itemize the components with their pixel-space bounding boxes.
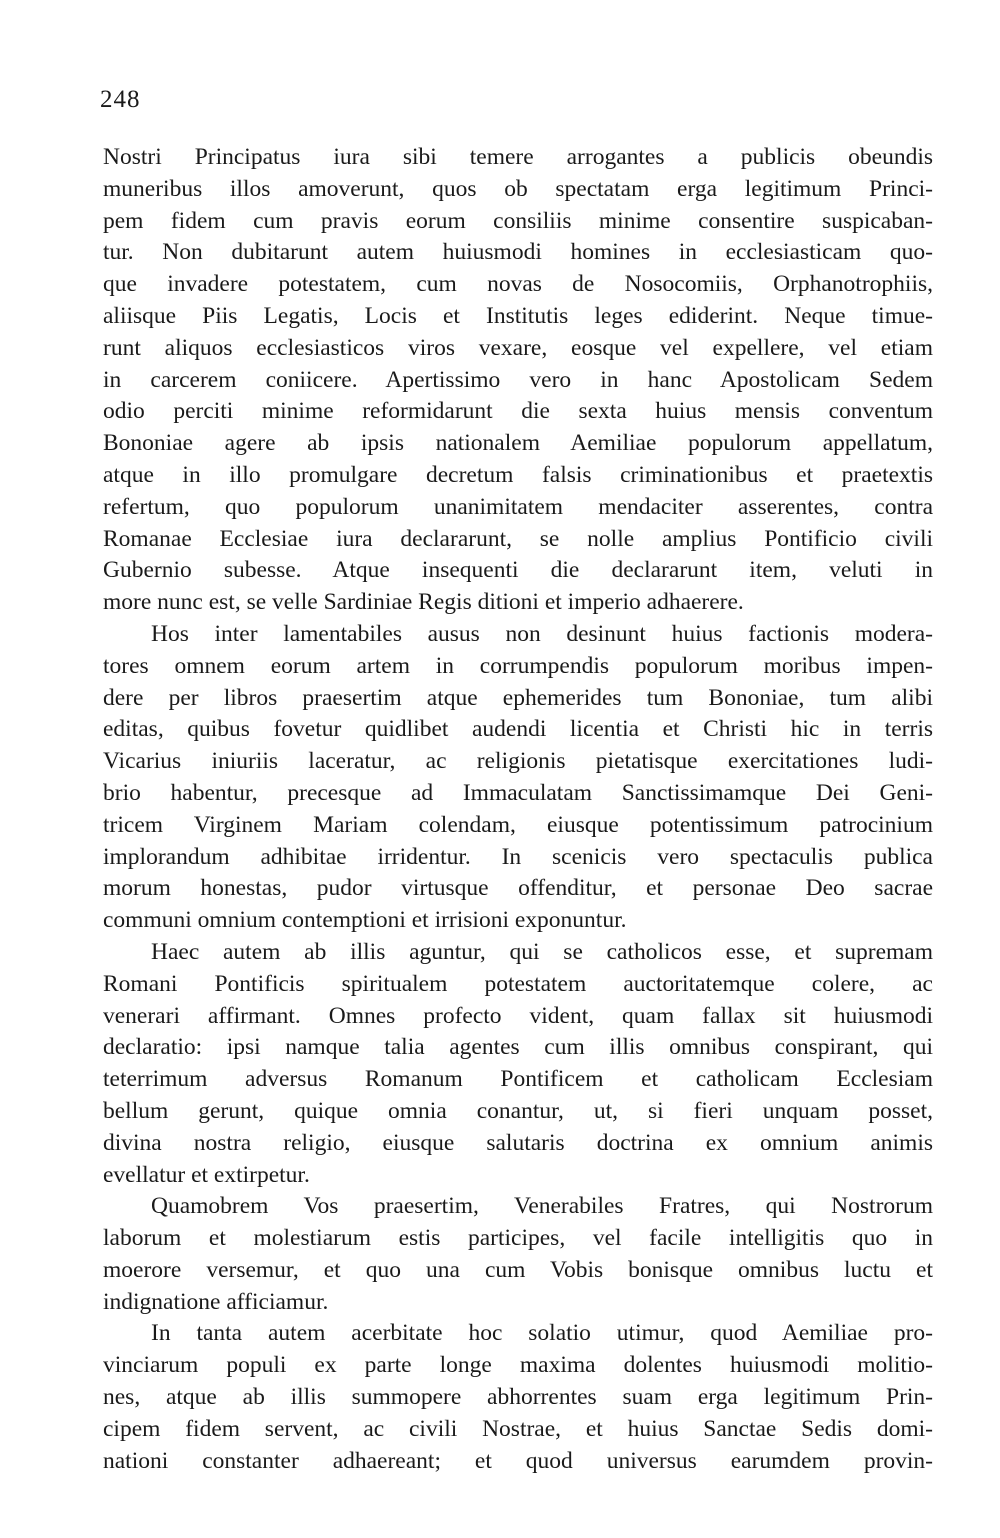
text-line: divina nostra religio, eiusque salutaris doctrina ex omnium animis <box>103 1129 933 1156</box>
text-line: bellum gerunt, quique omnia conantur, ut, si fieri unquam posset, <box>103 1097 933 1124</box>
text-line: tur. Non dubitarunt autem huiusmodi homines in ecclesiasticam quo- <box>103 239 933 266</box>
text-line: evellatur et extirpetur. <box>103 1161 310 1188</box>
text-line: Nostri Principatus iura sibi temere arrogantes a publicis obeundis <box>103 144 933 170</box>
text-line: muneribus illos amoverunt, quos ob spectatam erga legitimum Princi- <box>103 175 933 202</box>
text-line: runt aliquos ecclesiasticos viros vexare, eosque vel expellere, vel etiam <box>103 334 933 361</box>
text-line: moerore versemur, et quo una cum Vobis bonisque omnibus luctu et <box>103 1256 933 1283</box>
text-line: aliisque Piis Legatis, Locis et Institutis leges ediderint. Neque timue- <box>103 302 933 329</box>
text-line: Quamobrem Vos praesertim, Venerabiles Fratres, qui Nostrorum <box>151 1193 933 1220</box>
text-line: declaratio: ipsi namque talia agentes cum illis omnibus conspirant, qui <box>103 1034 933 1061</box>
text-line: Hos inter lamentabiles ausus non desinunt huius factionis modera- <box>151 620 933 647</box>
text-line: Romani Pontificis spiritualem potestatem auctoritatemque colere, ac <box>103 970 933 997</box>
text-line: Romanae Ecclesiae iura declararunt, se nolle amplius Pontificio civili <box>103 525 933 552</box>
text-line: tores omnem eorum artem in corrumpendis populorum moribus impen- <box>103 652 933 679</box>
paragraph <box>103 619 933 937</box>
text-line: dere per libros praesertim atque ephemerides tum Bononiae, tum alibi <box>103 684 933 711</box>
text-line: atque in illo promulgare decretum falsis criminationibus et praetextis <box>103 461 933 488</box>
text-line: more nunc est, se velle Sardiniae Regis ditioni et imperio adhaerere. <box>103 589 744 616</box>
text-line: que invadere potestatem, cum novas de Nosocomiis, Orphanotrophiis, <box>103 271 933 298</box>
paragraph <box>103 1191 933 1318</box>
text-line: Vicarius iniuriis laceratur, ac religionis pietatisque exercitationes ludi- <box>103 748 933 775</box>
paragraph <box>103 937 933 1191</box>
text-line: editas, quibus fovetur quidlibet audendi licentia et Christi hic in terris <box>103 716 933 743</box>
text-line: teterrimum adversus Romanum Pontificem et catholicam Ecclesiam <box>103 1066 933 1093</box>
text-line: nationi constanter adhaereant; et quod universus earumdem provin- <box>103 1447 933 1474</box>
text-line: pem fidem cum pravis eorum consiliis minime consentire suspicaban- <box>103 207 933 234</box>
text-line: refertum, quo populorum unanimitatem mendaciter asserentes, contra <box>103 493 933 520</box>
text-body <box>103 142 933 1477</box>
text-line: Haec autem ab illis aguntur, qui se catholicos esse, et supremam <box>151 938 933 965</box>
text-line: vinciarum populi ex parte longe maxima dolentes huiusmodi molitio- <box>103 1352 933 1379</box>
text-line: Bononiae agere ab ipsis nationalem Aemiliae populorum appellatum, <box>103 430 933 457</box>
text-line: indignatione afficiamur. <box>103 1288 329 1315</box>
paragraph <box>103 142 933 619</box>
text-line: nes, atque ab illis summopere abhorrentes suam erga legitimum Prin- <box>103 1384 933 1411</box>
text-line: In tanta autem acerbitate hoc solatio utimur, quod Aemiliae pro- <box>151 1320 933 1347</box>
paragraph <box>103 1318 933 1477</box>
text-line: venerari affirmant. Omnes profecto vident, quam fallax sit huiusmodi <box>103 1002 933 1029</box>
text-line: in carcerem coniicere. Apertissimo vero in hanc Apostolicam Sedem <box>103 366 933 393</box>
page-number: 248 <box>100 86 141 113</box>
text-line: tricem Virginem Mariam colendam, eiusque potentissimum patrocinium <box>103 811 933 838</box>
text-line: cipem fidem servent, ac civili Nostrae, et huius Sanctae Sedis domi- <box>103 1415 933 1442</box>
text-line: odio perciti minime reformidarunt die sexta huius mensis conventum <box>103 398 933 425</box>
text-line: brio habentur, precesque ad Immaculatam Sanctissimamque Dei Geni- <box>103 779 933 806</box>
text-line: implorandum adhibitae irridentur. In scenicis vero spectaculis publica <box>103 843 933 870</box>
text-line: morum honestas, pudor virtusque offenditur, et personae Deo sacrae <box>103 875 933 902</box>
text-line: communi omnium contemptioni et irrisioni exponuntur. <box>103 907 627 934</box>
text-line: Gubernio subesse. Atque insequenti die declararunt item, veluti in <box>103 557 933 584</box>
text-line: laborum et molestiarum estis participes, vel facile intelligitis quo in <box>103 1225 933 1252</box>
